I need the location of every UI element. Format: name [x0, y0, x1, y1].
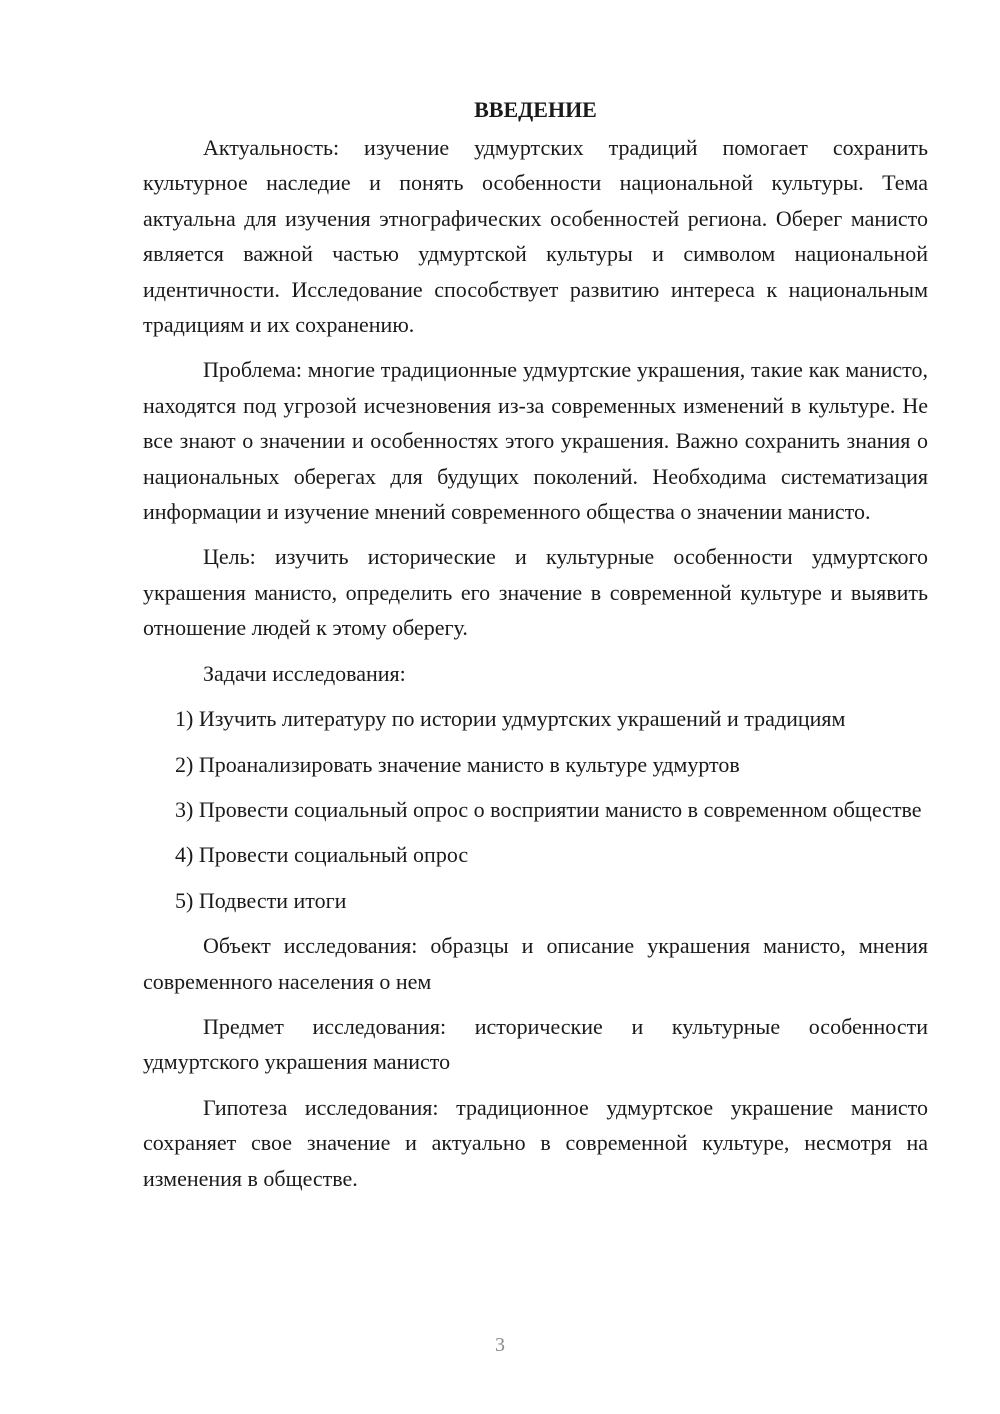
document-title: ВВЕДЕНИЕ	[474, 97, 597, 122]
document-page	[143, 92, 928, 1206]
task-item-2: 2) Проанализировать значение манисто в культуре удмуртов	[175, 751, 740, 777]
task-item-3: 3) Провести социальный опрос о восприятии манисто в современном обществе	[175, 796, 922, 822]
problem-paragraph: Проблема: многие традиционные удмуртские украшения, такие как манисто, находятся под угрозой исчезновения из-за современных изменений в культуре. Не все знают о значении и особенностях этого украшения. Важно сохранить знания о национальных оберегах для будущих поколений. Необходима систематизация информации и изучение мнений современного общества о значении манисто.	[143, 357, 928, 525]
task-item-4: 4) Провести социальный опрос	[175, 842, 469, 868]
task-item-1: 1) Изучить литературу по истории удмуртских украшений и традициям	[175, 706, 846, 732]
relevance-paragraph: Актуальность: изучение удмуртских традиций помогает сохранить культурное наследие и понять особенности национальной культуры. Тема актуальна для изучения этнографических особенностей региона. Оберег манисто является важной частью удмуртской культуры и символом национальной идентичности. Исследование способствует развитию интереса к национальным традициям и их сохранению.	[143, 135, 928, 338]
goal-paragraph: Цель: изучить исторические и культурные особенности удмуртского украшения манисто, определить его значение в современной культуре и выявить отношение людей к этому оберегу.	[143, 544, 928, 641]
tasks-heading: Задачи исследования:	[203, 660, 406, 686]
hypothesis-paragraph: Гипотеза исследования: традиционное удмуртское украшение манисто сохраняет свое значение и актуально в современной культуре, несмотря на изменения в обществе.	[143, 1094, 928, 1191]
task-item-5: 5) Подвести итоги	[175, 887, 347, 913]
page-number: 3	[495, 1334, 505, 1356]
subject-paragraph: Предмет исследования: исторические и культурные особенности удмуртского украшения манисто	[143, 1013, 928, 1075]
object-paragraph: Объект исследования: образцы и описание украшения манисто, мнения современного населения о нем	[143, 933, 928, 994]
